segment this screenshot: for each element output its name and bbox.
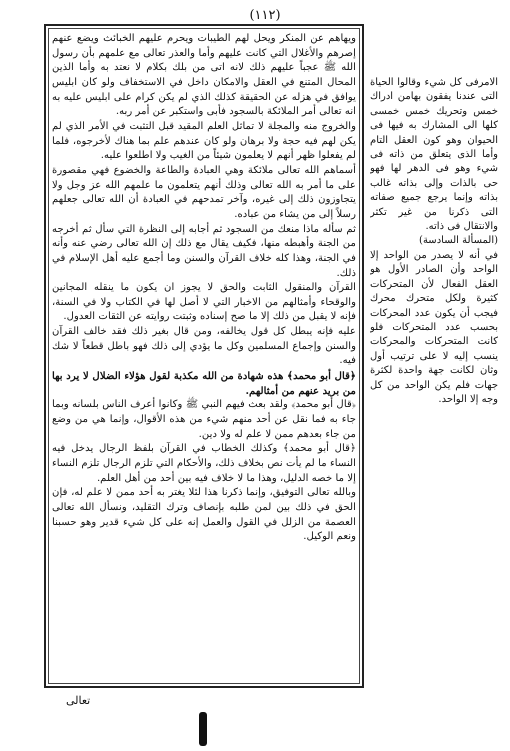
main-paragraph: والخروج منه والمجلة لا تماثل العلم المقيد قبل التثبت في الأمر الذي لم يكن لهم فيه حجة ولا برهان ولو كان عندهم علم بما هناك لأخرجوه، فلما لم يفعلوا ظهر أنهم لا يعلمون شيئاً من الغيب ولا اطلعوا عليه. <box>52 120 356 162</box>
main-paragraph: ﴿قال أبو محمد﴾ وكذلك الخطاب في القرآن بلفظ الرجال يدخل فيه النساء ما لم يأت نص بخلاف ذلك، والأحكام التي تلزم الرجال تلزم النساء إلا ما خصه الدليل، وهذا ما لا خلاف فيه بين أحد من أهل العلم. <box>52 443 356 484</box>
main-paragraph: القرآن والمنقول الثابت والحق لا يجوز ان يكون ما ينقله المجانين والوقحاء وأمثالهم من الاخبار التي لا أصل لها في الكتاب ولا في السنة، فإنه لا يقبل من ذلك إلا ما صح إسناده وثبتت روايته عن الثقات العدول. <box>52 282 356 323</box>
main-paragraph: أسماهم الله تعالى ملائكة وهي العبادة والطاعة والخضوع فهي مقصورة على ما أمر به الله تعالى وذلك أنهم يتعلمون ما علمهم الله عز وجل ولا يتجاوزون ذلك إلى غيره، وآخر تمدحهم في العبادة أن الله تعالى جعلهم رسلاً إلى من يشاء من عباده. <box>52 164 356 220</box>
margin-paragraph: الامرفى كل شيء وقالوا الحياة التى عندنا يفقون بهامن ادراك خمس وتحريك خمس خمسى كلها الى المشارك به فيها فى الحيوان وهو كون العقل التام وأما الذى يتعلق من ذاته فى شيء وهو فى الدهر لها فهو حى بالذات وإلى بذاته غالب بذاته وإنما يرجع جميع صفاته التى ذكرنا من غير تكثر والانتقال فى ذاته. <box>370 77 498 233</box>
main-text-body <box>52 32 356 680</box>
main-paragraph: وبالله تعالى التوفيق، وإنما ذكرنا هذا لئلا يغتر به أحد ممن لا علم له، فإن الحق في ذلك بين لمن طلبه بإنصاف وترك التقليد، ونسأل الله تعالى العصمة من الزلل في القول والعمل إنه على كل شيء قدير وهو حسبنا ونعم الوكيل. <box>52 487 356 543</box>
main-text-frame <box>44 24 364 688</box>
main-paragraph: عليه فإنه يبطل كل قول يخالفه، ومن قال بغير ذلك فقد خالف القرآن والسنن وإجماع المسلمين وكل ما يؤدي إلى ذلك فهو باطل قطعاً لا شك فيه. <box>52 326 356 367</box>
main-paragraph: ﴿قال أبو محمد﴾ هذه شهادة من الله مكذبة لقول هؤلاء الضلال لا يرد بها من بريد عنهم من أمثالهم. <box>52 370 356 397</box>
main-paragraph: ﴿قال أبو محمد﴾ ولقد بعث فيهم النبي ﷺ وكانوا أعرف الناس بلسانه وبما جاء به فما نقل عن أحد منهم شيء من هذه الأقوال، وإنما هي من وضع من جاء بعدهم ممن لا علم له ولا دين. <box>52 399 356 440</box>
margin-section-heading: (المسألة السادسة) <box>419 235 498 247</box>
page-binding-mark <box>199 712 207 746</box>
main-paragraph: ويهاهم عن المنكر ويحل لهم الطيبات ويحرم عليهم الخبائث ويضع عنهم إصرهم والأغلال التي كانت عليهم وأما والعذر تعالى مع علمهم بأن رسول الله ﷺ عجباً عليهم ذلك لانه اتى من بلك بكلام لا نعتد به وأما الذين المحال المتنع في العقل والامكان داخل في الاستخفاف ولو كان ابليس يوافق في هزله عن الحقيقة كذلك الذي لم يكن كرام على ابليس عليه به انه تعالى أمر الملائكة بالسجود فأبى واستكبر عن أمر ربه. <box>52 33 356 118</box>
main-paragraph: ثم سأله ماذا منعك من السجود ثم أجابه إلى النظرة التي سأل ثم أخرجه من الجنة وأهبطه منها، فكيف يقال مع ذلك إن الله تعالى رضي عنه وأنه في الجنة، وهذا كله خلاف القرآن والسنن وما أجمع عليه أهل الإسلام في ذلك. <box>52 223 356 279</box>
margin-paragraph: في أنه لا يصدر من الواحد إلا الواحد وأن الصادر الأول هو العقل الفعال لأن المتحركات كثيرة ولكل متحرك محرك فيجب أن يكون عدد المحركات بحسب عدد المتحركات فلو كانت المتحركات والمحركات ينسب إليه لا على ترتيب أول وثان لكانت جهة واحدة لكثرة جهات فلم يكن الواحد من كل وجه إلا الواحد. <box>370 249 498 405</box>
catchword: تعالى <box>66 694 91 707</box>
page-number: (١١٢) <box>249 8 281 23</box>
margin-commentary <box>370 76 498 676</box>
